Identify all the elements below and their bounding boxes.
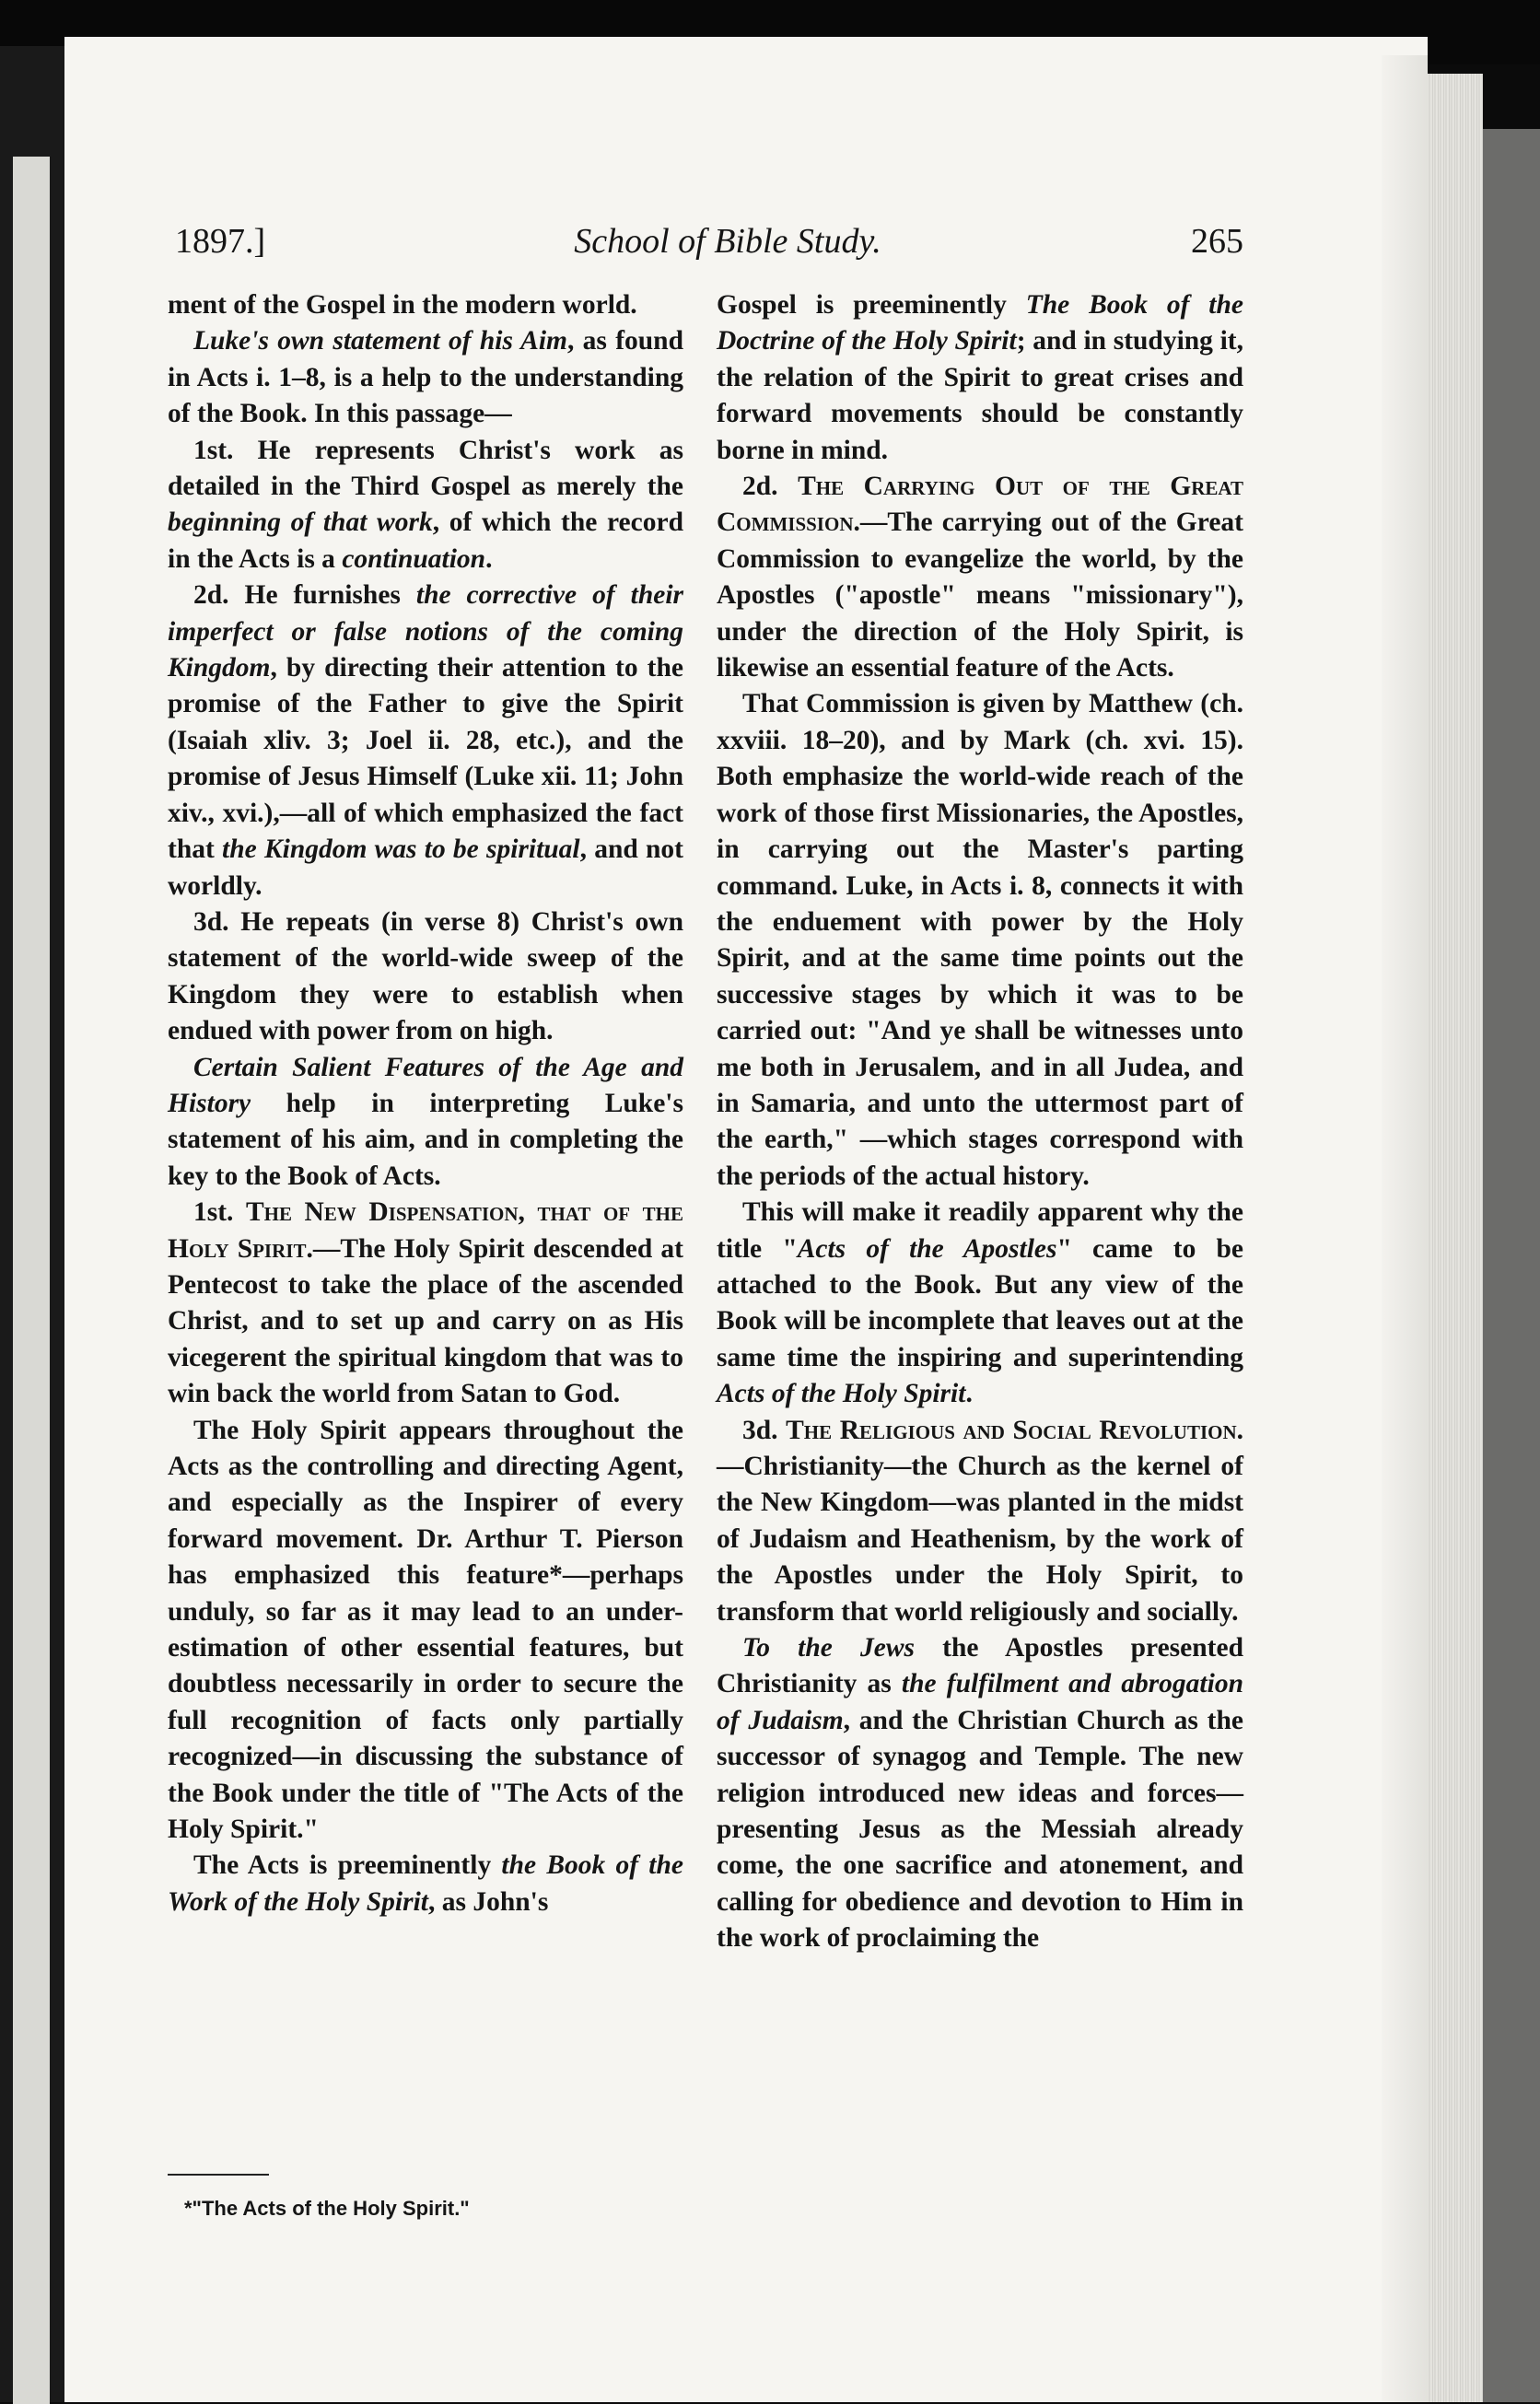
footnote-rule xyxy=(168,2174,269,2176)
page-number: 265 xyxy=(1191,222,1243,261)
paragraph: 3d. He repeats (in verse 8) Christ's own statement of the world-wide sweep of the Kingdom they were to establish when endued with power from on high. xyxy=(168,906,683,1046)
header-year: 1897.] xyxy=(175,222,266,261)
scan-left-border xyxy=(0,46,64,2402)
paragraph: 2d. He furnishes the corrective of their imperfect or false notions of the coming Kingdom, by directing their attention to the promise of the Father to give the Spirit (Isaiah xliv. 3; Joel ii. 28, etc.), and the promise of Jesus Himself (Luke xii. 11; John xiv., xvi.),—all of which emphasized the fact that the Kingdom was to be spiritual, and not worldly. xyxy=(168,580,683,901)
book-cover-edge xyxy=(1483,129,1540,2402)
paragraph: The Acts is preeminently the Book of the Work of the Holy Spirit, as John's xyxy=(168,1850,683,1917)
facing-page-edge xyxy=(13,157,50,2404)
paragraph: That Commission is given by Matthew (ch. xxviii. 18–20), and by Mark (ch. xvi. 15). Both emphasize the world-wide reach of the work of those first Missionaries, the Apostles, in carrying out the Master's parting command. Luke, in Acts i. 8, connects it with the enduement with power by the Holy Spirit, and at the same time points out the successive stages by which it was to be carried out: "And ye shall be witnesses unto me both in Jerusalem, and in all Judea, and in Samaria, and unto the uttermost part of the earth," —which stages correspond with the periods of the actual history. xyxy=(717,689,1243,1191)
page-stack-edge xyxy=(1428,74,1483,2402)
paragraph: Gospel is preeminently The Book of the Doctrine of the Holy Spirit; and in studying it, the relation of the Spirit to great crises and forward movements should be constantly borne in mind. xyxy=(717,290,1244,465)
paragraph: 1st. The New Dispensation, that of the Holy Spirit.—The Holy Spirit descended at Pentecost to take the place of the ascended Christ, and to set up and carry on as His vicegerent the spiritual kingdom that was to win back the world from Satan to God. xyxy=(168,1197,683,1409)
paragraph: Luke's own statement of his Aim, as found in Acts i. 1–8, is a help to the understanding of the Book. In this passage— xyxy=(168,326,683,429)
paragraph: 1st. He represents Christ's work as detailed in the Third Gospel as merely the beginning of that work, of which the record in the Acts is a continuation. xyxy=(168,435,683,574)
paragraph: 2d. The Carrying Out of the Great Commission.—The carrying out of the Great Commission to evangelize the world, by the Apostles ("apostle" means "missionary"), under the direction of the Holy Spirit, is likewise an essential feature of the Acts. xyxy=(717,472,1243,683)
right-column xyxy=(717,287,1243,1957)
header-title: School of Bible Study. xyxy=(574,222,881,261)
paragraph: 3d. The Religious and Social Revolution.—Christianity—the Church as the kernel of the New Kingdom—was planted in the midst of Judaism and Heathenism, by the work of the Apostles under the Holy Spirit, to transform that world religiously and socially. xyxy=(717,1415,1243,1627)
paragraph: The Holy Spirit appears throughout the Acts as the controlling and directing Agent, and especially as the Inspirer of every forward movement. Dr. Arthur T. Pierson has emphasized this feature*—perhaps unduly, so far as it may lead to an under-estimation of other essential features, but doubtless necessarily in order to secure the full recognition of facts only partially recognized—in discussing the substance of the Book under the title of "The Acts of the Holy Spirit." xyxy=(168,1415,683,1845)
running-header xyxy=(175,221,1243,276)
left-column xyxy=(168,287,683,1920)
paragraph: To the Jews the Apostles presented Christianity as the fulfilment and abrogation of Judaism, and the Christian Church as the successor of synagog and Temple. The new religion introduced new ideas and forces—presenting Jesus as the Messiah already come, the one sacrifice and atonement, and calling for obedience and devotion to Him in the work of proclaiming the xyxy=(717,1633,1243,1954)
page-gutter-shadow xyxy=(1382,55,1428,2402)
paragraph: This will make it readily apparent why the title "Acts of the Apostles" came to be attached to the Book. But any view of the Book will be incomplete that leaves out at the same time the inspiring and superintending Acts of the Holy Spirit. xyxy=(717,1197,1244,1409)
paragraph: ment of the Gospel in the modern world. xyxy=(168,290,637,320)
footnote: *"The Acts of the Holy Spirit." xyxy=(184,2197,470,2220)
paragraph: Certain Salient Features of the Age and History help in interpreting Luke's statement of his aim, and in completing the key to the Book of Acts. xyxy=(168,1052,683,1191)
